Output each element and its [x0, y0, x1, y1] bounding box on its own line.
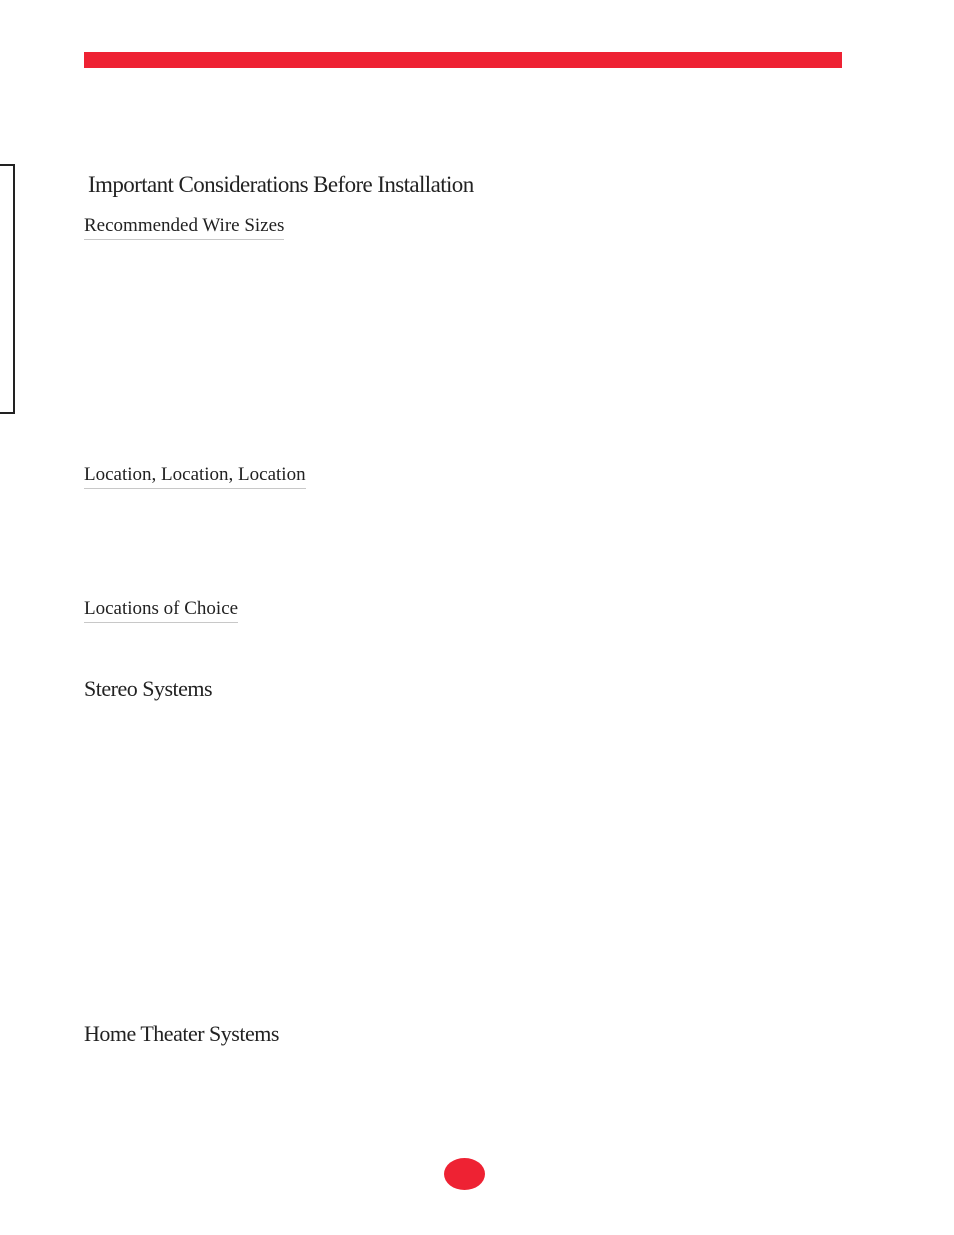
margin-bracket [0, 164, 15, 414]
section-heading-stereo: Stereo Systems [84, 676, 213, 701]
subheading-location: Location, Location, Location [84, 463, 306, 489]
subheading-locations-of-choice: Locations of Choice [84, 597, 238, 623]
subheading-wire-sizes: Recommended Wire Sizes [84, 214, 284, 240]
header-color-bar [84, 52, 842, 68]
page-number-dot [444, 1158, 485, 1190]
section-heading-home-theater: Home Theater Systems [84, 1021, 279, 1046]
page-title: Important Considerations Before Installation [88, 172, 474, 197]
